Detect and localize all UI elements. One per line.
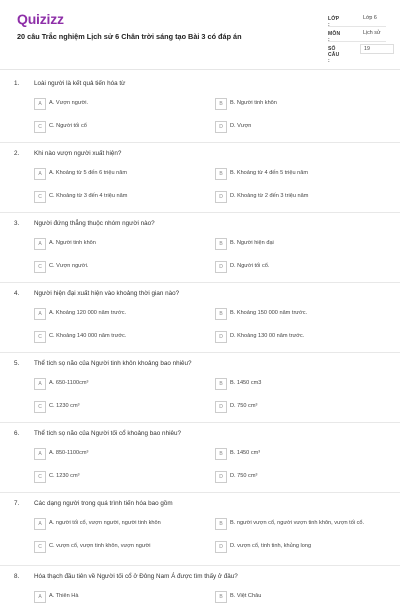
question-divider <box>0 492 400 493</box>
class-label: LỚP : <box>328 16 340 28</box>
option-text: D. Vượn <box>230 123 252 129</box>
answer-option[interactable] <box>34 471 209 485</box>
option-letter-box: C <box>34 331 46 343</box>
answer-option[interactable] <box>34 191 209 205</box>
question-number: 8. <box>14 573 20 580</box>
question-number: 1. <box>14 80 20 87</box>
question-number: 6. <box>14 430 20 437</box>
answer-option[interactable] <box>215 541 385 555</box>
question-divider <box>0 422 400 423</box>
question-divider <box>0 282 400 283</box>
class-value: Lớp 6 <box>363 15 377 21</box>
option-text: D. vượn cổ, tinh tinh, khủng long <box>230 543 312 549</box>
answer-option[interactable] <box>215 378 385 392</box>
option-text: C. vượn cổ, vượn tinh khôn, vượn người <box>49 543 151 549</box>
option-letter-box: B <box>215 591 227 603</box>
question-number: 7. <box>14 500 20 507</box>
header-divider <box>0 69 400 70</box>
option-letter-box: D <box>215 471 227 483</box>
option-letter-box: A <box>34 308 46 320</box>
answer-option[interactable] <box>215 308 385 322</box>
answer-option[interactable] <box>34 121 209 135</box>
option-letter-box: B <box>215 378 227 390</box>
option-letter-box: C <box>34 471 46 483</box>
question-text: Thể tích sọ não của Người tinh khôn khoảng bao nhiêu? <box>34 360 192 367</box>
option-letter-box: D <box>215 401 227 413</box>
option-letter-box: D <box>215 121 227 133</box>
question-number: 3. <box>14 220 20 227</box>
option-text: A. 850-1100cm³ <box>49 450 89 456</box>
option-text: B. Khoảng 150 000 năm trước. <box>230 310 308 316</box>
question-text: Loài người là kết quả tiến hóa từ <box>34 80 126 87</box>
option-letter-box: D <box>215 331 227 343</box>
option-text: C. Người tối cổ <box>49 123 87 129</box>
option-letter-box: A <box>34 448 46 460</box>
option-text: D. 750 cm³ <box>230 473 258 479</box>
question-number: 5. <box>14 360 20 367</box>
option-letter-box: D <box>215 191 227 203</box>
option-letter-box: A <box>34 98 46 110</box>
question-text: Thể tích sọ não của Người tối cổ khoảng bao nhiêu? <box>34 430 181 437</box>
option-text: C. 1230 cm³ <box>49 473 80 479</box>
quizizz-logo: Quizizz <box>17 11 64 27</box>
answer-option[interactable] <box>215 448 385 462</box>
option-letter-box: B <box>215 168 227 180</box>
answer-option[interactable] <box>34 378 209 392</box>
answer-option[interactable] <box>215 98 385 112</box>
option-text: A. Thiên Hà <box>49 593 79 599</box>
option-text: B. 1450 cm³ <box>230 450 261 456</box>
question-text: Người hiện đại xuất hiện vào khoảng thời gian nào? <box>34 290 180 297</box>
option-text: D. Khoảng từ 2 đến 3 triệu năm <box>230 193 309 199</box>
question-divider <box>0 565 400 566</box>
option-letter-box: C <box>34 191 46 203</box>
option-text: B. 1450 cm3 <box>230 380 262 386</box>
answer-option[interactable] <box>215 238 385 252</box>
question-number: 2. <box>14 150 20 157</box>
option-text: B. Người hiện đại <box>230 240 274 246</box>
option-text: C. 1230 cm³ <box>49 403 80 409</box>
worksheet-header <box>0 0 400 70</box>
answer-option[interactable] <box>215 518 385 532</box>
subject-label: MÔN : <box>328 31 341 43</box>
option-letter-box: B <box>215 238 227 250</box>
option-letter-box: C <box>34 121 46 133</box>
answer-option[interactable] <box>34 98 209 112</box>
answer-option[interactable] <box>215 471 385 485</box>
meta-divider <box>328 26 386 27</box>
question-divider <box>0 352 400 353</box>
option-letter-box: D <box>215 541 227 553</box>
answer-option[interactable] <box>34 261 209 275</box>
question-divider <box>0 142 400 143</box>
option-text: A. người tối cổ, vượn người, người tinh khôn <box>49 520 161 526</box>
answer-option[interactable] <box>215 401 385 415</box>
option-letter-box: B <box>215 448 227 460</box>
option-text: B. người vượn cổ, người vượn tinh khôn, vượn tối cổ. <box>230 520 365 526</box>
question-text: Các dạng người trong quá trình tiến hóa bao gồm <box>34 500 173 507</box>
question-text: Khi nào vượn người xuất hiện? <box>34 150 122 157</box>
option-text: A. 650-1100cm³ <box>49 380 89 386</box>
question-divider <box>0 212 400 213</box>
option-text: D. Người tối cổ. <box>230 263 270 269</box>
option-text: A. Người tinh khôn <box>49 240 96 246</box>
meta-divider <box>328 41 386 42</box>
option-letter-box: C <box>34 261 46 273</box>
option-letter-box: A <box>34 591 46 603</box>
worksheet-title: 20 câu Trắc nghiệm Lịch sử 6 Chân trời sáng tạo Bài 3 có đáp án <box>17 32 242 41</box>
answer-option[interactable] <box>34 518 209 532</box>
option-text: B. Người tinh khôn <box>230 100 277 106</box>
option-text: A. Khoảng từ 5 đến 6 triệu năm <box>49 170 128 176</box>
answer-option[interactable] <box>34 308 209 322</box>
option-letter-box: B <box>215 98 227 110</box>
answer-option[interactable] <box>34 541 209 555</box>
question-text: Hóa thạch đầu tiên về Người tối cổ ở Đông Nam Á được tìm thấy ở đâu? <box>34 573 238 580</box>
answer-option[interactable] <box>34 448 209 462</box>
option-letter-box: A <box>34 378 46 390</box>
option-text: D. 750 cm³ <box>230 403 258 409</box>
answer-option[interactable] <box>34 591 209 605</box>
option-text: C. Khoảng 140 000 năm trước. <box>49 333 127 339</box>
option-text: B. Việt Châu <box>230 593 262 599</box>
option-text: D. Khoảng 130 00 năm trước. <box>230 333 305 339</box>
subject-value: Lịch sử <box>363 30 381 36</box>
option-text: A. Khoảng 120 000 năm trước. <box>49 310 127 316</box>
answer-option[interactable] <box>34 238 209 252</box>
option-text: B. Khoảng từ 4 đến 5 triệu năm <box>230 170 309 176</box>
option-letter-box: B <box>215 308 227 320</box>
option-letter-box: D <box>215 261 227 273</box>
option-letter-box: A <box>34 238 46 250</box>
answer-option[interactable] <box>215 121 385 135</box>
answer-option[interactable] <box>34 401 209 415</box>
answer-option[interactable] <box>215 591 385 605</box>
answer-option[interactable] <box>215 168 385 182</box>
count-value: 19 <box>360 44 394 54</box>
answer-option[interactable] <box>215 191 385 205</box>
option-letter-box: B <box>215 518 227 530</box>
answer-option[interactable] <box>34 331 209 345</box>
option-letter-box: C <box>34 401 46 413</box>
answer-option[interactable] <box>34 168 209 182</box>
option-text: C. Vượn người. <box>49 263 89 269</box>
answer-option[interactable] <box>215 261 385 275</box>
question-text: Người đứng thẳng thuộc nhóm người nào? <box>34 220 155 227</box>
option-letter-box: C <box>34 541 46 553</box>
question-number: 4. <box>14 290 20 297</box>
answer-option[interactable] <box>215 331 385 345</box>
option-letter-box: A <box>34 518 46 530</box>
option-text: A. Vượn người. <box>49 100 89 106</box>
option-letter-box: A <box>34 168 46 180</box>
option-text: C. Khoảng từ 3 đến 4 triệu năm <box>49 193 128 199</box>
count-label: SỐ CÂU : <box>328 46 340 64</box>
